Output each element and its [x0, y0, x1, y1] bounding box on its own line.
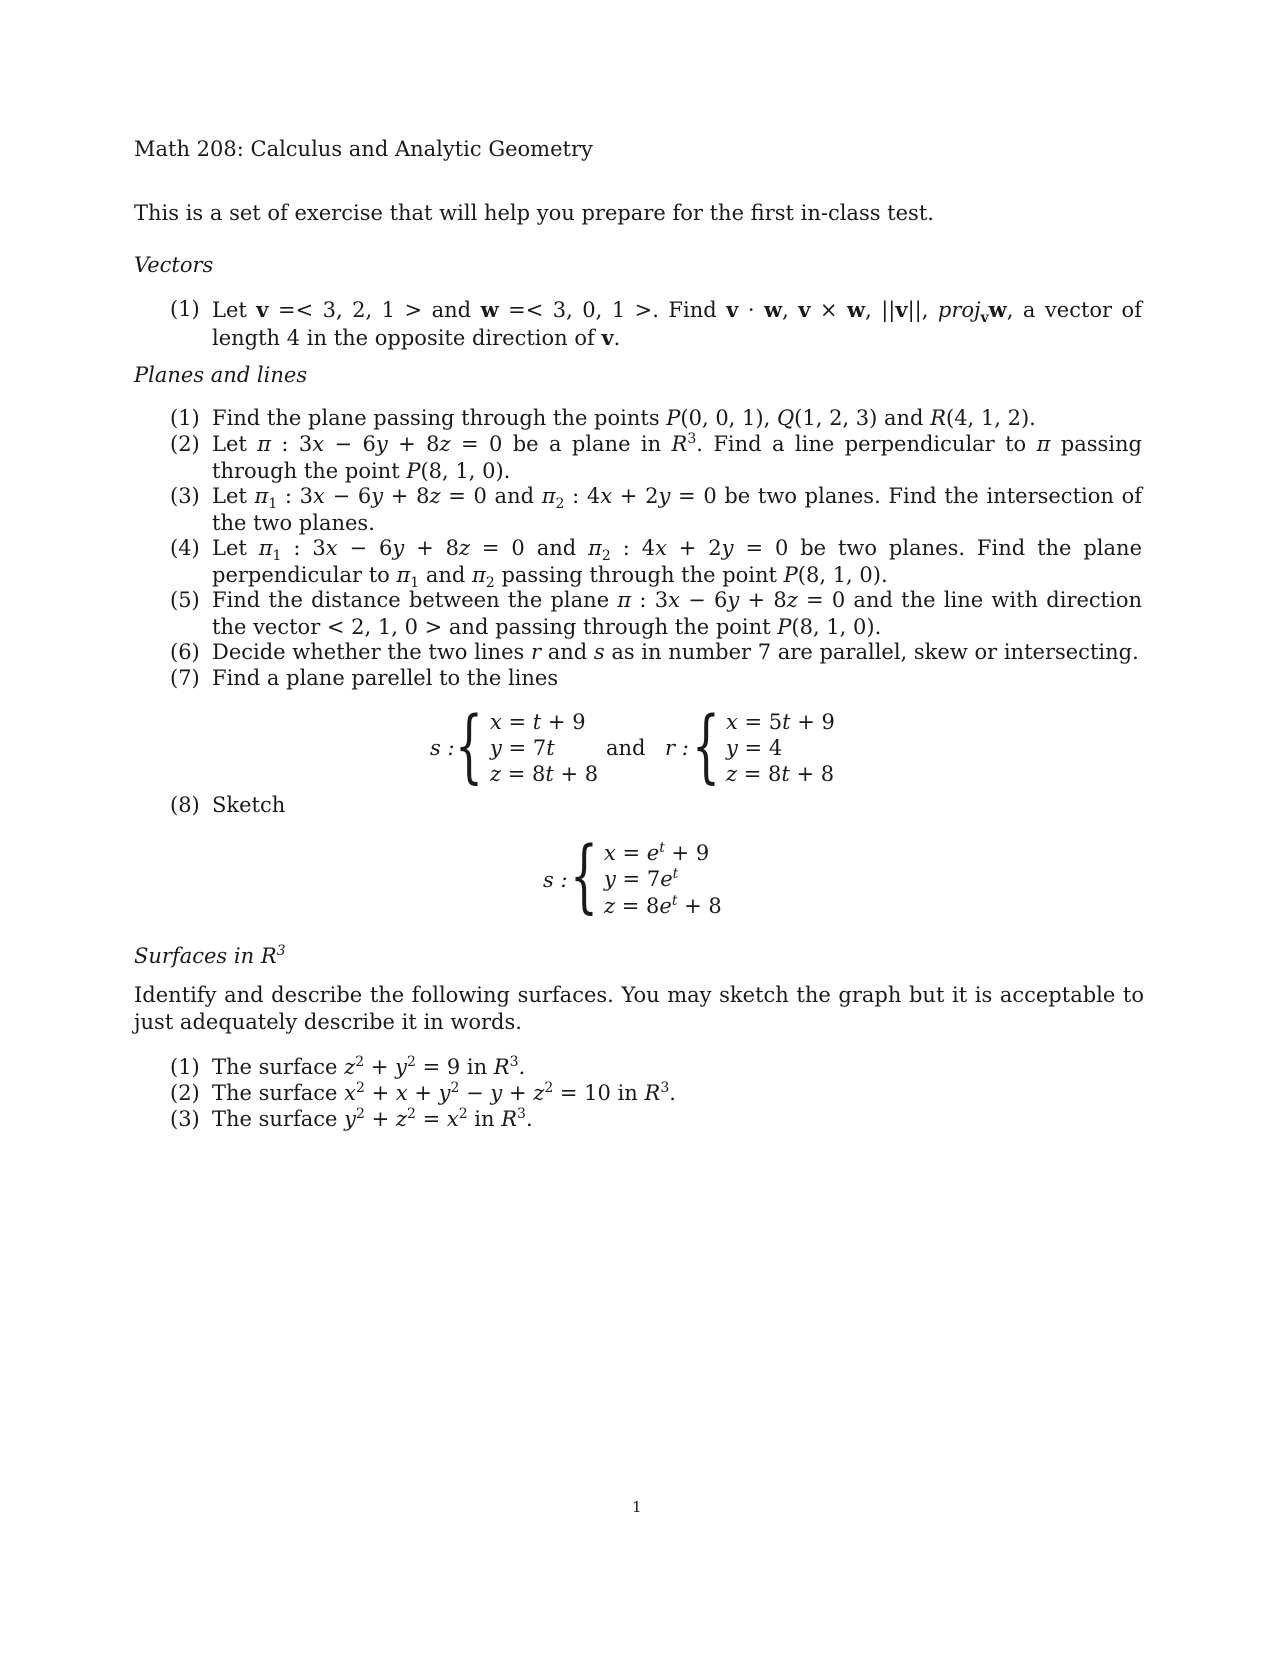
- item-text: The surface $y^2 + z^2 = x^2$ in $R^3$.: [212, 1106, 533, 1131]
- system-s-label: s :: [430, 736, 455, 760]
- item-number: (1): [170, 297, 200, 321]
- planes-item-8: [170, 792, 1145, 819]
- planes-item-7: [170, 665, 1145, 692]
- system-s-line-2: y = 7t: [490, 736, 555, 760]
- planes-item-5: [170, 587, 1145, 641]
- item-text: The surface $z^2 + y^2 = 9$ in $R^3$.: [212, 1054, 526, 1079]
- item-number: (3): [170, 1107, 200, 1131]
- item-number: (1): [170, 406, 200, 430]
- system-sketch-line-3: $z = 8e^t + 8$: [604, 893, 722, 918]
- page-number: 1: [632, 1498, 642, 1516]
- item-text: Find a plane parellel to the lines: [212, 666, 559, 690]
- item-number: (4): [170, 536, 200, 560]
- item-number: (3): [170, 484, 200, 508]
- item-text: Sketch: [212, 793, 286, 817]
- planes-item-6: [170, 639, 1145, 666]
- item-number: (2): [170, 432, 200, 456]
- system-s-line-3: z = 8t + 8: [490, 762, 599, 786]
- item-number: (2): [170, 1081, 200, 1105]
- system-r-line-1: x = 5t + 9: [726, 710, 835, 734]
- planes-item-2: [170, 431, 1145, 485]
- brace-r: {: [692, 699, 720, 792]
- item-text: Decide whether the two lines r and s as in number 7 are parallel, skew or intersecting.: [212, 640, 1139, 664]
- item-text: Let v =< 3, 2, 1 > and w =< 3, 0, 1 >. Find v · w, v × w, ||v||, proj$_v$w, a vector of length 4 in the opposite direction of v.: [212, 297, 1142, 350]
- system-s-line-1: x = t + 9: [490, 710, 586, 734]
- course-title: Math 208: Calculus and Analytic Geometry: [134, 137, 593, 161]
- item-number: (5): [170, 588, 200, 612]
- item-number: (1): [170, 1055, 200, 1079]
- item-number: (7): [170, 666, 200, 690]
- section-heading-planes-lines: Planes and lines: [134, 363, 308, 387]
- brace-sketch: {: [570, 829, 598, 922]
- system-sketch-label: s :: [543, 868, 568, 892]
- section-heading-vectors: Vectors: [134, 253, 214, 277]
- intro-text: This is a set of exercise that will help you prepare for the first in-class test.: [134, 201, 934, 225]
- planes-item-4: [170, 535, 1145, 592]
- surfaces-item-2: [170, 1080, 1145, 1107]
- brace-s: {: [455, 699, 483, 792]
- system-r-label: r :: [665, 736, 689, 760]
- surfaces-item-3: [170, 1106, 1145, 1133]
- item-number: (8): [170, 793, 200, 817]
- item-text: Let $\pi_1$ : 3x − 6y + 8z = 0 and $\pi_2$ : 4x + 2y = 0 be two planes. Find the plane perpendicular to $\pi_1$ and $\pi_2$ passing through the point P(8, 1, 0).: [212, 536, 1142, 592]
- section-heading-surfaces: Surfaces in $R^3$: [134, 943, 286, 968]
- item-text: Let π : 3x − 6y + 8z = 0 be a plane in $R^3$. Find a line perpendicular to π passing through the point P(8, 1, 0).: [212, 431, 1143, 483]
- system-r-line-3: z = 8t + 8: [726, 762, 835, 786]
- planes-item-1: [170, 405, 1145, 432]
- planes-item-3: [170, 483, 1145, 537]
- item-text: The surface $x^2 + x + y^2 - y + z^2 = 10$ in $R^3$.: [212, 1080, 676, 1105]
- surfaces-item-1: [170, 1054, 1145, 1081]
- vectors-item-1: [170, 296, 1145, 350]
- item-text: Find the distance between the plane π : 3x − 6y + 8z = 0 and the line with direction the vector < 2, 1, 0 > and passing through the point P(8, 1, 0).: [212, 588, 1142, 639]
- system-sketch-line-2: $y = 7e^t$: [604, 866, 679, 891]
- system-and: and: [606, 736, 646, 760]
- system-r-line-2: y = 4: [726, 736, 783, 760]
- item-text: Let $\pi_1$ : 3x − 6y + 8z = 0 and $\pi_2$ : 4x + 2y = 0 be two planes. Find the intersection of the two planes.: [212, 484, 1142, 535]
- surfaces-intro: Identify and describe the following surfaces. You may sketch the graph but it is acceptable to just adequately describe it in words.: [134, 983, 1144, 1034]
- item-text: Find the plane passing through the points P(0, 0, 1), Q(1, 2, 3) and R(4, 1, 2).: [212, 406, 1036, 430]
- item-number: (6): [170, 640, 200, 664]
- system-sketch-line-1: $x = e^t + 9$: [604, 840, 710, 865]
